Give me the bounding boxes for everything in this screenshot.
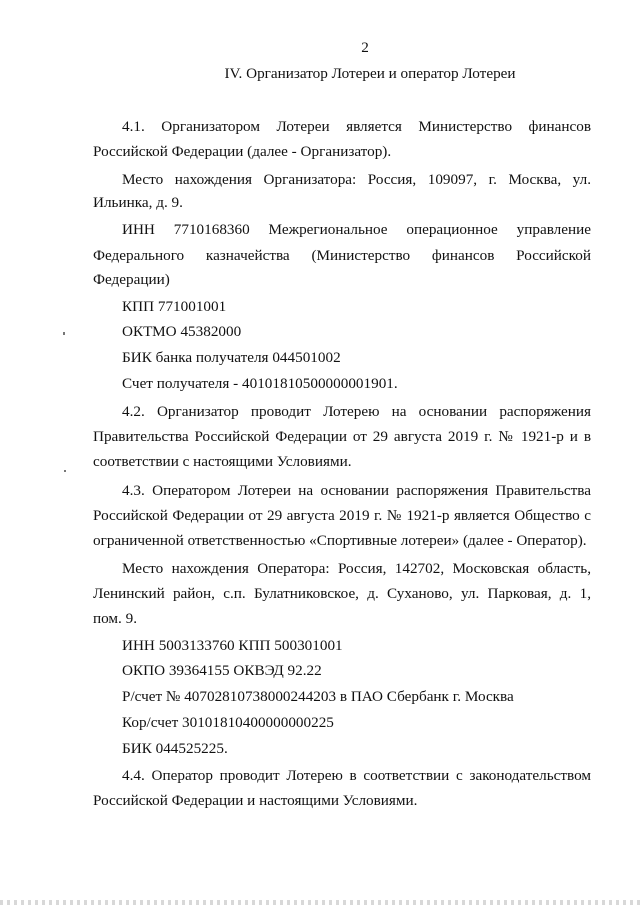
text-line: ИНН 7710168360 Межрегиональное операционное управление [122, 221, 591, 238]
text-line: ОКТМО 45382000 [122, 323, 242, 340]
text-line: Федерации) [93, 271, 170, 288]
text-line: ОКПО 39364155 ОКВЭД 92.22 [122, 662, 322, 679]
text-line: ИНН 5003133760 КПП 500301001 [122, 637, 343, 654]
text-line: Российской Федерации от 29 августа 2019 г. № 1921-р является Общество с [93, 507, 591, 524]
text-line: 4.1. Организатором Лотереи является Министерство финансов [122, 118, 591, 135]
text-line: пом. 9. [93, 610, 138, 627]
text-line: Ильинка, д. 9. [93, 194, 183, 211]
text-line: Счет получателя - 40101810500000001901. [122, 375, 398, 392]
scan-speck [63, 332, 65, 335]
text-line: Р/счет № 40702810738000244203 в ПАО Сбербанк г. Москва [122, 688, 514, 705]
text-line: ограниченной ответственностью «Спортивные лотереи» (далее - Оператор). [93, 532, 587, 549]
text-line: Правительства Российской Федерации от 29 августа 2019 г. № 1921-р и в [93, 428, 591, 445]
text-line: БИК 044525225. [122, 740, 228, 757]
text-line: КПП 771001001 [122, 298, 227, 315]
text-line: БИК банка получателя 044501002 [122, 349, 341, 366]
text-line: 4.4. Оператор проводит Лотерею в соответствии с законодательством [122, 767, 591, 784]
text-line: Место нахождения Оператора: Россия, 142702, Московская область, [122, 560, 591, 577]
text-line: Кор/счет 30101810400000000225 [122, 714, 334, 731]
text-line: Место нахождения Организатора: Россия, 109097, г. Москва, ул. [122, 171, 591, 188]
text-line: соответствии с настоящими Условиями. [93, 453, 352, 470]
text-line: 4.3. Оператором Лотереи на основании распоряжения Правительства [122, 482, 591, 499]
page-number: 2 [361, 39, 369, 56]
text-line: Российской Федерации и настоящими Условиями. [93, 792, 418, 809]
text-line: Ленинский район, с.п. Булатниковское, д. Суханово, ул. Парковая, д. 1, [93, 585, 591, 602]
text-line: Федерального казначейства (Министерство финансов Российской [93, 247, 591, 264]
text-line: 4.2. Организатор проводит Лотерею на основании распоряжения [122, 403, 591, 420]
section-heading: IV. Организатор Лотереи и оператор Лотереи [224, 65, 516, 82]
scan-speck [64, 470, 66, 472]
scan-edge [0, 900, 640, 905]
text-line: Российской Федерации (далее - Организатор). [93, 143, 392, 160]
